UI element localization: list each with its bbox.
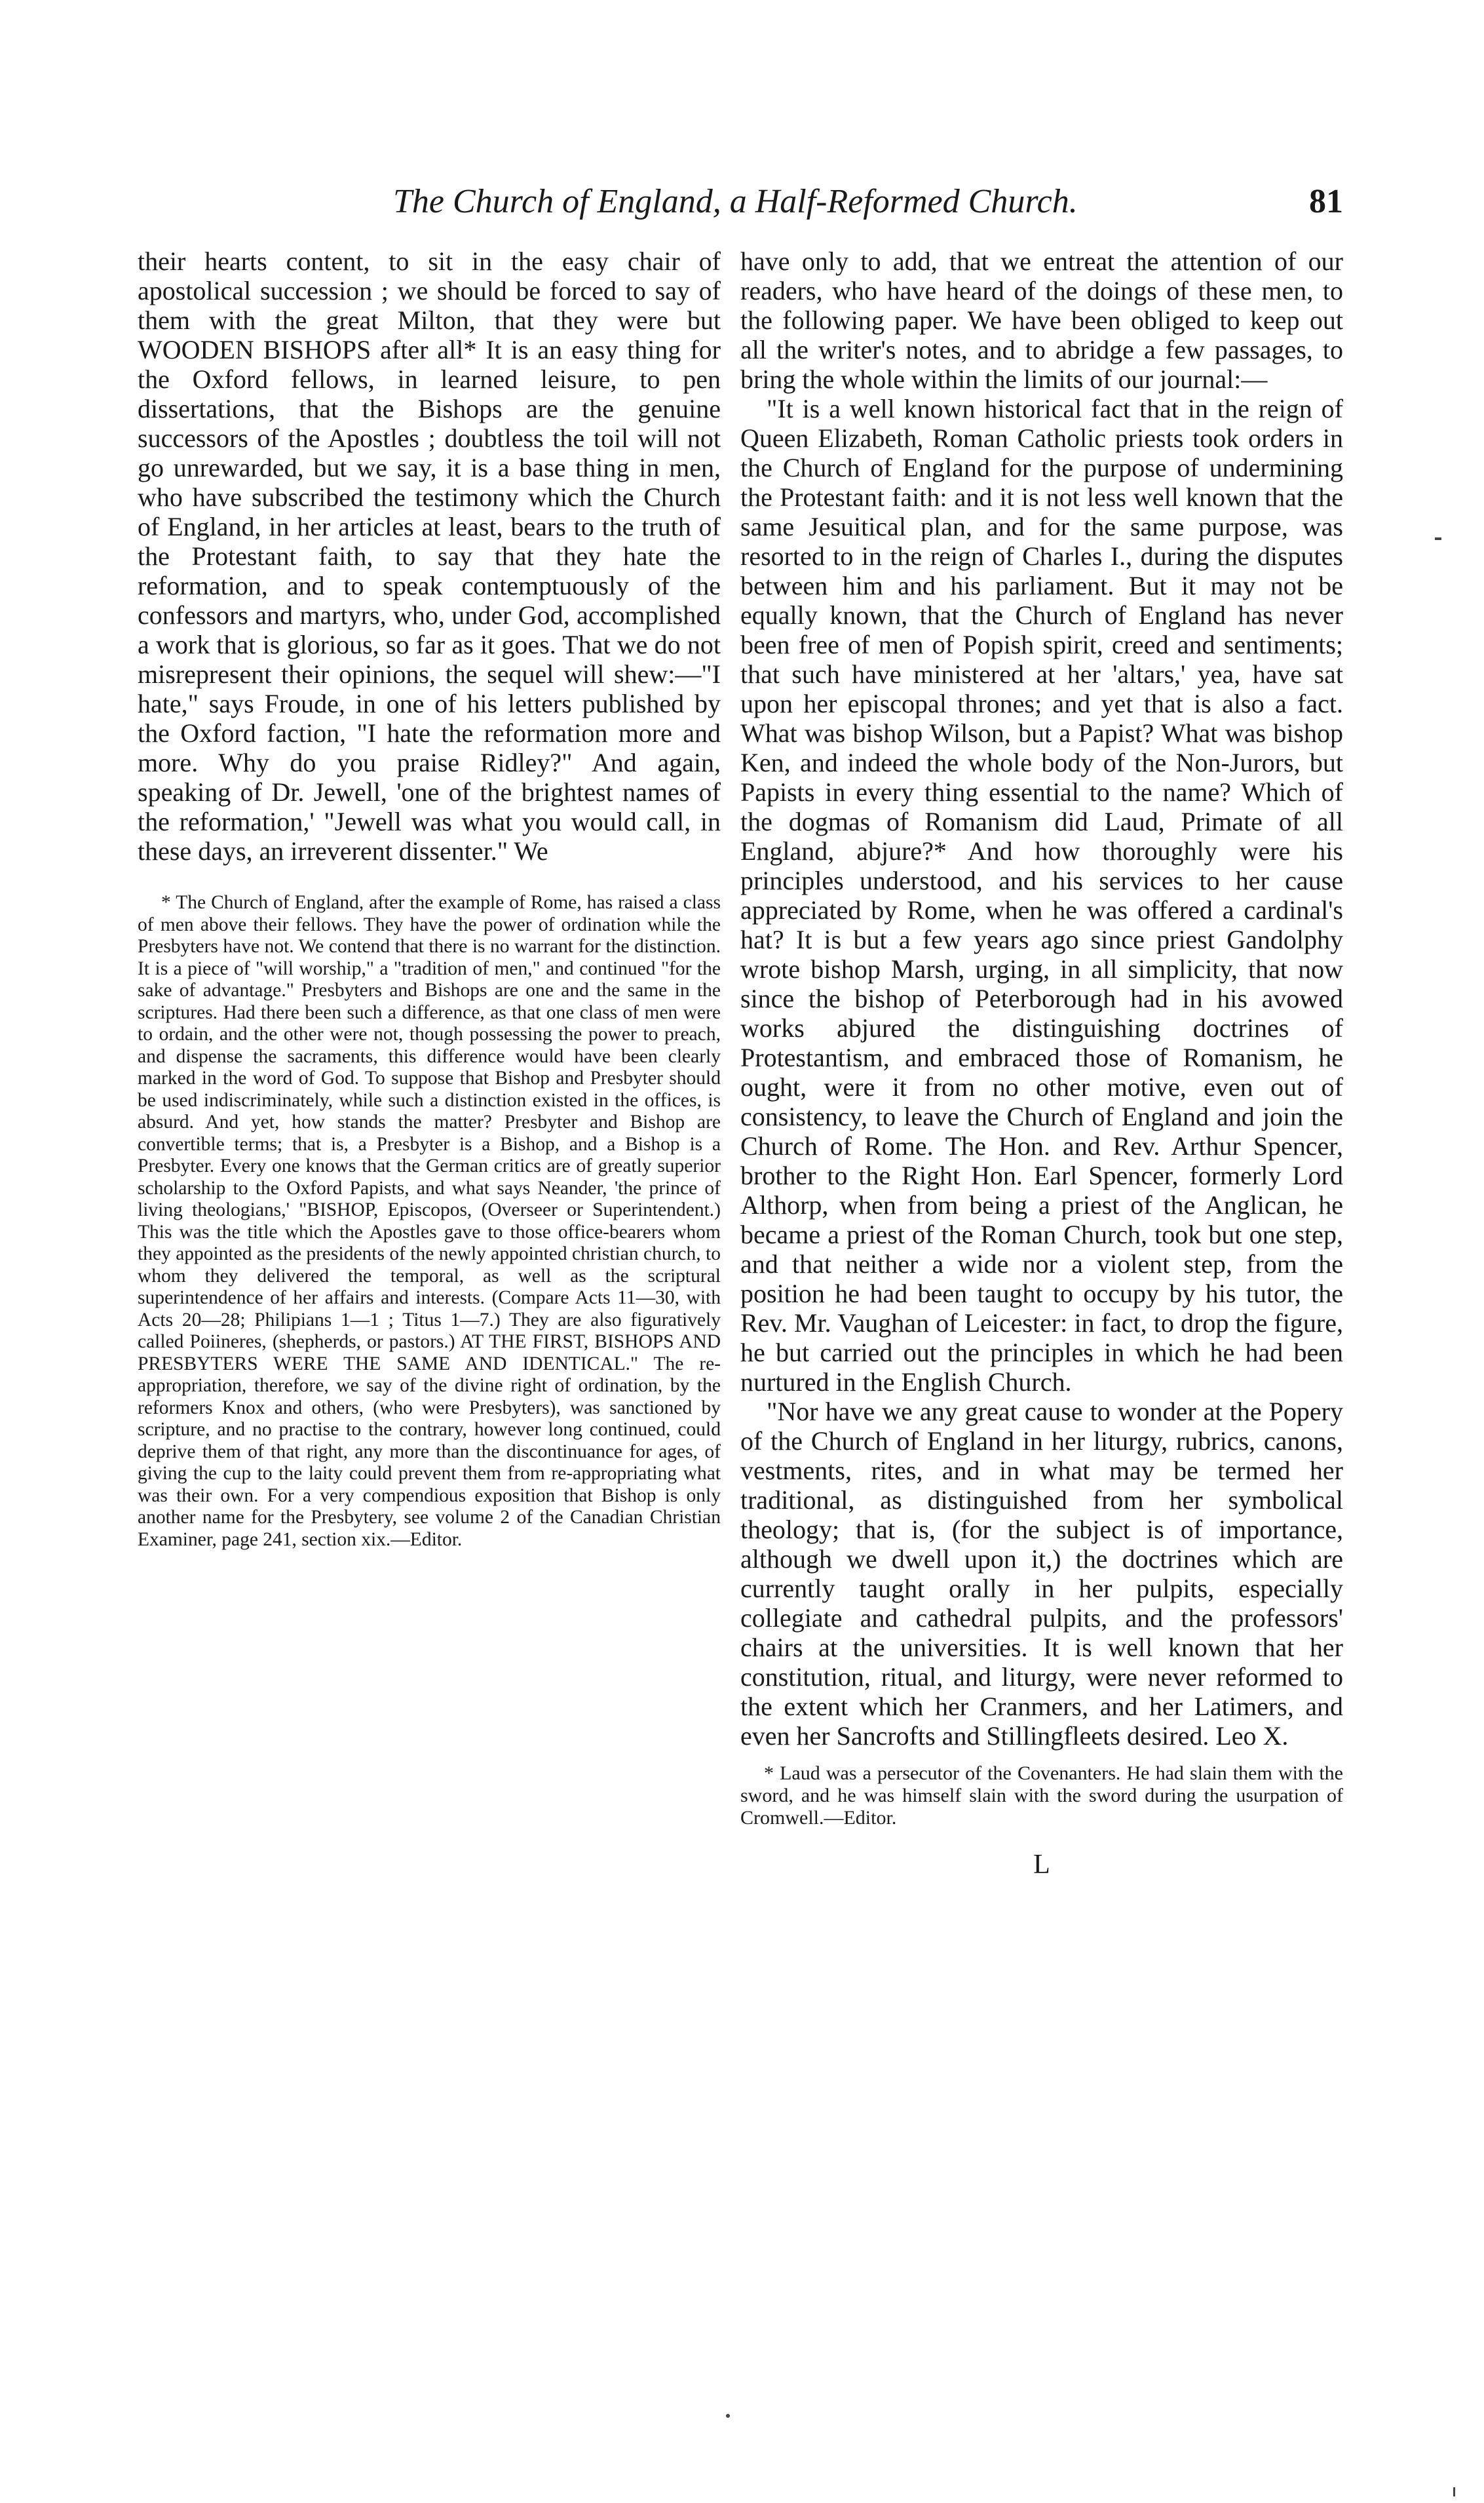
signature: L bbox=[1033, 1850, 1050, 1880]
body-paragraph: their hearts content, to sit in the easy chair of apostolical succession ; we should be forced to say of them with the great Milton, that they were but WOODEN BISHOPS after all* It is an easy thing for the Oxford fellows, in learned leisure, to pen dissertations, that the Bishops are the genuine successors of the Apostles ; doubtless the toil will not go unrewarded, but we say, it is a base thing in men, who have subscribed the testimony which the Church of England, in her articles at least, bears to the truth of the Protestant faith, to say that they hate the reformation, and to speak contemptuously of the confessors and martyrs, who, under God, accomplished a work that is glorious, so far as it goes. That we do not misrepresent their opinions, the sequel will shew:—"I hate," says Froude, in one of his letters published by the Oxford faction, "I hate the reformation more and more. Why do you praise Ridley?" And again, speaking of Dr. Jewell, 'one of the brightest names of the reformation,' "Jewell was what you would call, in these days, an irreverent dissenter." We bbox=[138, 246, 721, 866]
page-header bbox=[138, 182, 1343, 228]
margin-mark bbox=[1453, 2487, 1455, 2496]
body-paragraph: have only to add, that we entreat the attention of our readers, who have heard of the doings of these men, to the following paper. We have been obliged to keep out all the writer's notes, and to abridge a few passages, to bring the whole within the limits of our journal:— bbox=[740, 246, 1343, 394]
left-column bbox=[138, 246, 721, 1551]
footnote bbox=[138, 892, 721, 1551]
page-number: 81 bbox=[1309, 183, 1343, 220]
running-title: The Church of England, a Half-Reformed Church. bbox=[393, 183, 1078, 220]
footnote-text: * The Church of England, after the example of Rome, has raised a class of men above their fellows. They have the power of ordination while the Presbyters have not. We contend that there is no warrant for the distinction. It is a piece of "will worship," a "tradition of men," and continued "for the sake of advantage." Presbyters and Bishops are one and the same in the scriptures. Had there been such a difference, as that one class of men were to ordain, and the other were not, though possessing the power to preach, and dispense the sacraments, this difference would have been clearly marked in the word of God. To suppose that Bishop and Presbyter should be used indiscriminately, while such a distinction existed in the offices, is absurd. And yet, how stands the matter? Presbyter and Bishop are convertible terms; that is, a Presbyter is a Bishop, and a Bishop is a Presbyter. Every one knows that the German critics are of greatly superior scholarship to the Oxford Papists, and what says Neander, 'the prince of living theologians,' "BISHOP, Episcopos, (Overseer or Superintendent.) This was the title which the Apostles gave to those office-bearers whom they appointed as the presidents of the newly appointed christian church, to whom they delivered the temporal, as well as the scriptural superintendence of her affairs and interests. (Compare Acts 11—30, with Acts 20—28; Philipians 1—1 ; Titus 1—7.) They are also figuratively called Poiineres, (shepherds, or pastors.) AT THE FIRST, BISHOPS AND PRESBYTERS WERE THE SAME AND IDENTICAL." The re-appropriation, therefore, we say of the divine right of ordination, by the reformers Knox and others, (who were Presbyters), was sanctioned by scripture, and no practise to the contrary, however long continued, could deprive them of that right, any more than the discontinuance for ages, of giving the cup to the laity could prevent them from re-appropriating what was their own. For a very compendious exposition that Bishop is only another name for the Presbytery, see volume 2 of the Canadian Christian Examiner, page 241, section xix.—Editor. bbox=[138, 892, 721, 1550]
footnote bbox=[740, 1762, 1343, 1829]
footnote-text: * Laud was a persecutor of the Covenanters. He had slain them with the sword, and he was himself slain with the sword during the usurpation of Cromwell.—Editor. bbox=[740, 1762, 1343, 1829]
body-paragraph: "It is a well known historical fact that in the reign of Queen Elizabeth, Roman Catholic priests took orders in the Church of England for the purpose of undermining the Protestant faith: and it is not less well known that the same Jesuitical plan, and for the same purpose, was resorted to in the reign of Charles I., during the disputes between him and his parliament. But it may not be equally known, that the Church of England has never been free of men of Popish spirit, creed and sentiments; that such have ministered at her 'altars,' yea, have sat upon her episcopal thrones; and yet that is also a fact. What was bishop Wilson, but a Papist? What was bishop Ken, and indeed the whole body of the Non-Jurors, but Papists in every thing essential to the name? Which of the dogmas of Romanism did Laud, Primate of all England, abjure?* And how thoroughly were his principles understood, and his services to her cause appreciated by Rome, when he was offered a cardinal's hat? It is but a few years ago since priest Gandolphy wrote bishop Marsh, urging, in all simplicity, that now since the bishop of Peterborough had in his avowed works abjured the distinguishing doctrines of Protestantism, and embraced those of Romanism, he ought, were it from no other motive, even out of consistency, to leave the Church of England and join the Church of Rome. The Hon. and Rev. Arthur Spencer, brother to the Right Hon. Earl Spencer, formerly Lord Althorp, when from being a priest of the Anglican, he became a priest of the Roman Church, took but one step, and that neither a wide nor a violent step, from the position he had been taught to occupy by his tutor, the Rev. Mr. Vaughan of Leicester: in fact, to drop the figure, he but carried out the principles in which he had been nurtured in the English Church. bbox=[740, 394, 1343, 1397]
margin-mark bbox=[1435, 537, 1441, 540]
body-paragraph: "Nor have we any great cause to wonder at the Popery of the Church of England in her liturgy, rubrics, canons, vestments, rites, and in what may be termed her traditional, as distinguished from her symbolical theology; that is, (for the subject is of importance, although we dwell upon it,) the doctrines which are currently taught orally in her pulpits, especially collegiate and cathedral pulpits, and the professors' chairs at the universities. It is well known that her constitution, ritual, and liturgy, were never reformed to the extent which her Cranmers, and her Latimers, and even her Sancrofts and Stillingfleets desired. Leo X. bbox=[740, 1397, 1343, 1751]
right-column bbox=[740, 246, 1343, 1880]
margin-mark bbox=[726, 2414, 730, 2418]
